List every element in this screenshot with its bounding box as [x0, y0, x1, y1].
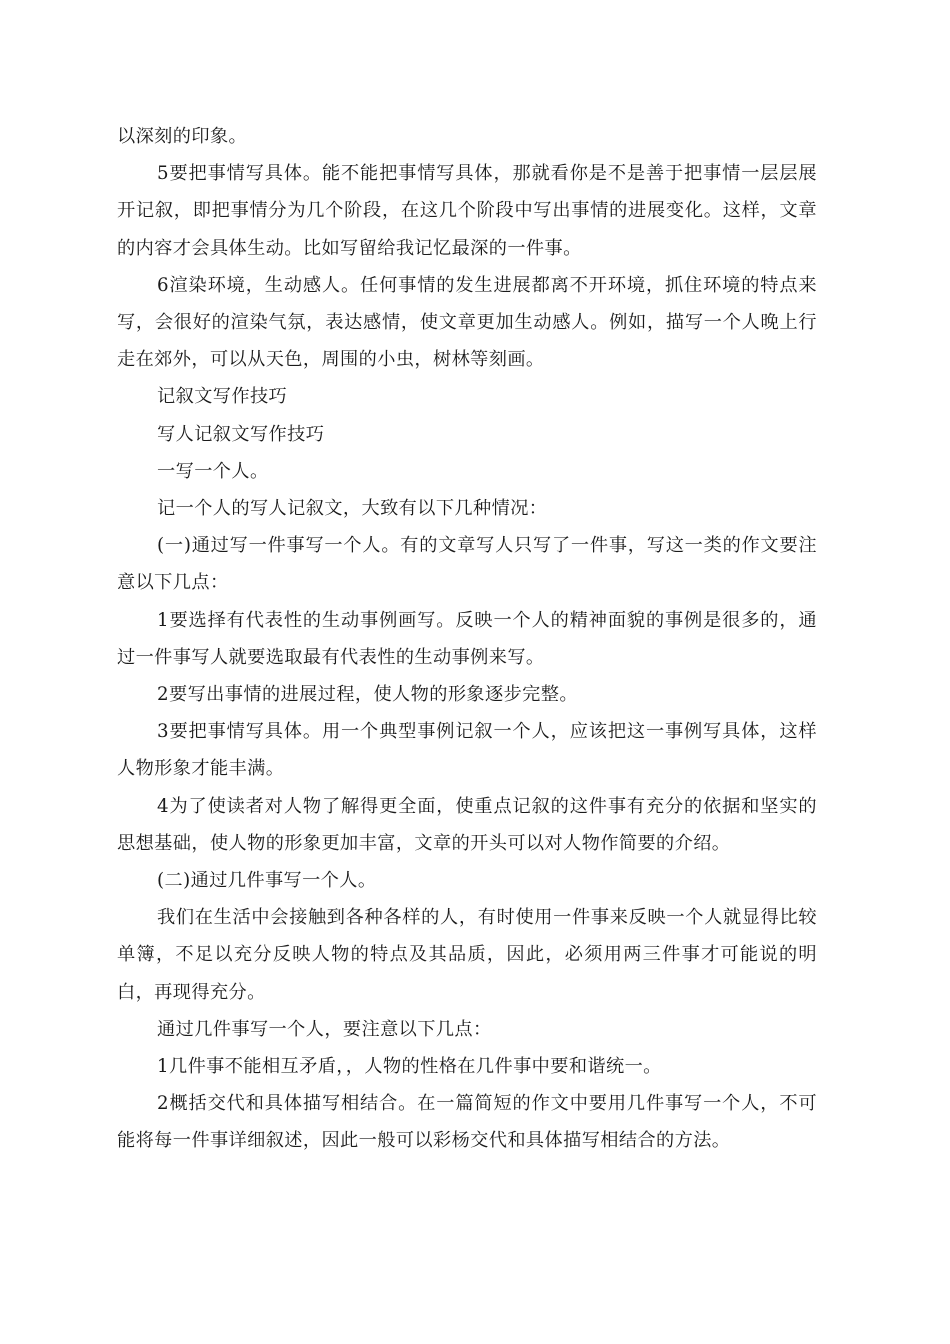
paragraph-case-2-body: 我们在生活中会接触到各种各样的人，有时使用一件事来反映一个人就显得比较单簿，不足以充分反映人物的特点及其品质，因此，必须用两三件事才可能说的明白，再现得充分。 — [117, 907, 817, 1003]
paragraph-case-2: (二)通过几件事写一个人。 — [157, 870, 377, 892]
document-page — [117, 118, 817, 1160]
paragraph-intro: 记一个人的写人记叙文，大致有以下几种情况： — [157, 498, 548, 520]
paragraph-case-2-notes: 通过几件事写一个人，要注意以下几点： — [157, 1018, 492, 1040]
paragraph-case-1-point-4: 4为了使读者对人物了解得更全面，使重点记叙的这件事有充分的依据和坚实的思想基础，使人物的形象更加丰富，文章的开头可以对人物作简要的介绍。 — [117, 795, 817, 854]
part-heading: 一写一个人。 — [157, 460, 269, 482]
paragraph-case-1-point-3: 3要把事情写具体。用一个典型事例记叙一个人，应该把这一事例写具体，这样人物形象才能丰满。 — [117, 721, 817, 780]
paragraph-continuation: 以深刻的印象。 — [117, 126, 248, 147]
paragraph-case-2-point-1: 1几件事不能相互矛盾，，人物的性格在几件事中要和谐统一。 — [157, 1056, 662, 1078]
paragraph-case-2-point-2: 2概括交代和具体描写相结合。在一篇简短的作文中要用几件事写一个人，不可能将每一件事详细叙述，因此一般可以彩杨交代和具体描写相结合的方法。 — [117, 1093, 817, 1152]
subsection-heading: 写人记叙文写作技巧 — [157, 423, 325, 445]
section-heading: 记叙文写作技巧 — [157, 386, 288, 408]
paragraph-case-1-point-2: 2要写出事情的进展过程，使人物的形象逐步完整。 — [157, 684, 578, 706]
paragraph-case-1: (一)通过写一件事写一个人。有的文章写人只写了一件事，写这一类的作文要注意以下几点： — [117, 535, 817, 594]
paragraph-point-6: 6渲染环境，生动感人。任何事情的发生进展都离不开环境，抓住环境的特点来写，会很好的渲染气氛，表达感情，使文章更加生动感人。例如，描写一个人晚上行走在郊外，可以从天色，周围的小虫，树林等刻画。 — [117, 274, 817, 371]
paragraph-point-5: 5要把事情写具体。能不能把事情写具体，那就看你是不是善于把事情一层层展开记叙，即把事情分为几个阶段，在这几个阶段中写出事情的进展变化。这样，文章的内容才会具体生动。比如写留给我记忆最深的一件事。 — [117, 163, 817, 259]
paragraph-case-1-point-1: 1要选择有代表性的生动事例画写。反映一个人的精神面貌的事例是很多的，通过一件事写人就要选取最有代表性的生动事例来写。 — [117, 609, 817, 668]
